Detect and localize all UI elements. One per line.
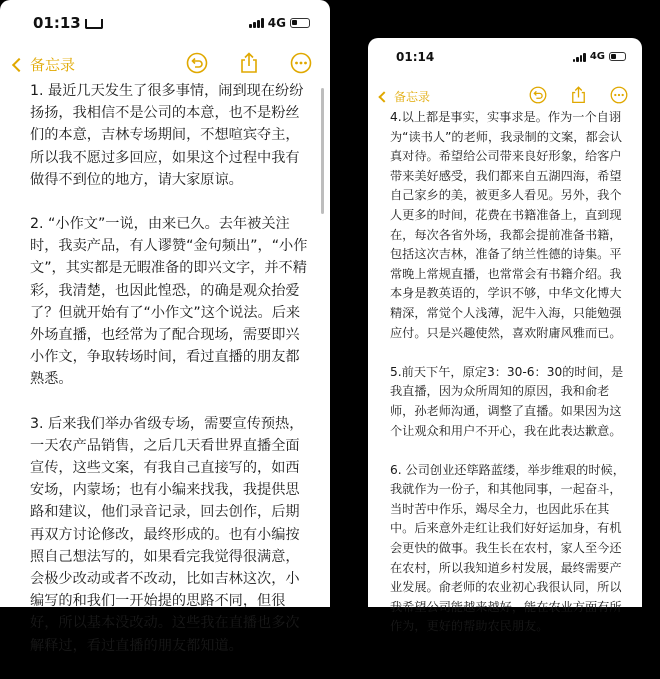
sleep-mode-icon [85, 19, 103, 29]
status-time: 01:14 [396, 50, 435, 64]
back-label: 备忘录 [30, 56, 76, 74]
note-paragraph-5: 5.前天下午，原定3：30-6：30的时间，是我直播，因为众所周知的原因，我和俞老师，孙老师沟通，调整了直播。如果因为这个让观众和用户不开心，我在此表达歉意。 [390, 364, 624, 438]
toolbar-actions [186, 52, 312, 74]
undo-icon[interactable] [529, 86, 547, 104]
left-phone-screenshot [0, 0, 330, 654]
network-type: 4G [589, 51, 605, 62]
scrollbar[interactable] [321, 88, 324, 214]
back-label: 备忘录 [394, 90, 431, 104]
note-paragraph-1: 1. 最近几天发生了很多事情，闹到现在纷纷扬扬，我相信不是公司的本意，也不是粉丝们的本意，吉林专场期间，不想喧宾夺主，所以我不愿过多回应，如果这个过程中我有做得不到位的地方，请大家原谅。 [30, 83, 304, 188]
note-paragraph-6: 6. 公司创业还筚路蓝缕，举步维艰的时候，我就作为一份子，和其他同事，一起奋斗，当时苦中作乐，竭尽全力，也因此乐在其中。后来意外走红让我们好好运加身，有机会更快的做事。我生长在农村，家人至今还在农村，所以我知道乡村发展，最终需要产业发展。俞老师的农业初心我很认同，所以我希望公司能越来越好，能在农业方面有所作为，更好的帮助农民朋友。 [390, 462, 625, 634]
signal-icon [249, 18, 264, 28]
more-icon[interactable] [290, 52, 312, 74]
clock [396, 50, 434, 64]
system-indicators [249, 16, 310, 30]
note-body[interactable] [30, 80, 308, 679]
chevron-left-icon [12, 57, 26, 71]
note-body[interactable] [390, 108, 626, 657]
system-indicators [573, 51, 626, 62]
share-icon[interactable] [240, 52, 258, 74]
note-paragraph-2: 2. “小作文”一说，由来已久。去年被关注时，我卖产品，有人谬赞“金句频出”，“小作文”，其实都是无暇准备的即兴文字，并不精彩，我清楚，也因此惶恐，的确是观众抬爱了？但就开始有了“小作文”这个说法。后来外场直播，也经常为了配合现场，需要即兴小作文，争取转场时间，看过直播的朋友都熟悉。 [30, 216, 308, 388]
undo-icon[interactable] [186, 52, 208, 74]
toolbar-actions [529, 86, 628, 104]
status-time: 01:13 [33, 14, 81, 32]
notes-toolbar [368, 86, 642, 108]
more-icon[interactable] [610, 86, 628, 104]
note-paragraph-4: 4.以上都是事实，实事求是。作为一个自诩为“读书人”的老师，我录制的文案，都会认真对待。希望给公司带来良好形象，给客户带来美好感受，我们都来自五湖四海，希望自己家乡的美，被更多人看见。另外，我个人更多的时间，花费在书籍准备上，直到现在，每次各省外场，我都会提前准备书籍，包括这次吉林，准备了纳兰性德的诗集。平常晚上常规直播，也常常会有书籍介绍。我本身是教英语的，学识不够，中华文化博大精深，常觉个人浅薄，泥牛入海，只能勉强应付。只是兴趣使然，喜欢附庸风雅而已。 [390, 110, 623, 340]
notes-toolbar [0, 52, 330, 78]
status-bar [368, 50, 642, 68]
chevron-left-icon [378, 91, 389, 102]
battery-icon [290, 18, 310, 28]
battery-icon [609, 52, 626, 61]
note-paragraph-3: 3. 后来我们举办省级专场，需要宣传预热，一天农产品销售，之后几天看世界直播全面宣传，这些文案，有我自己直接写的，如西安场，内蒙场；也有小编来找我，我提供思路和建议，他们录音记录，回去创作，后期再双方讨论修改，最终形成的。也有小编按照自己想法写的，如果看完我觉得很满意，会极少改动或者不改动，比如吉林这次，小编写的和我们一开始提的思路不同，但很好，所以基本没改动。这些我在直播也多次解释过，看过直播的朋友都知道。 [30, 415, 304, 654]
back-button[interactable] [14, 54, 75, 75]
clock [33, 14, 103, 32]
right-phone-screenshot [368, 38, 642, 634]
status-bar [0, 14, 330, 36]
signal-icon [573, 52, 586, 62]
share-icon[interactable] [571, 86, 586, 104]
network-type: 4G [267, 16, 286, 30]
back-button[interactable] [380, 88, 430, 105]
